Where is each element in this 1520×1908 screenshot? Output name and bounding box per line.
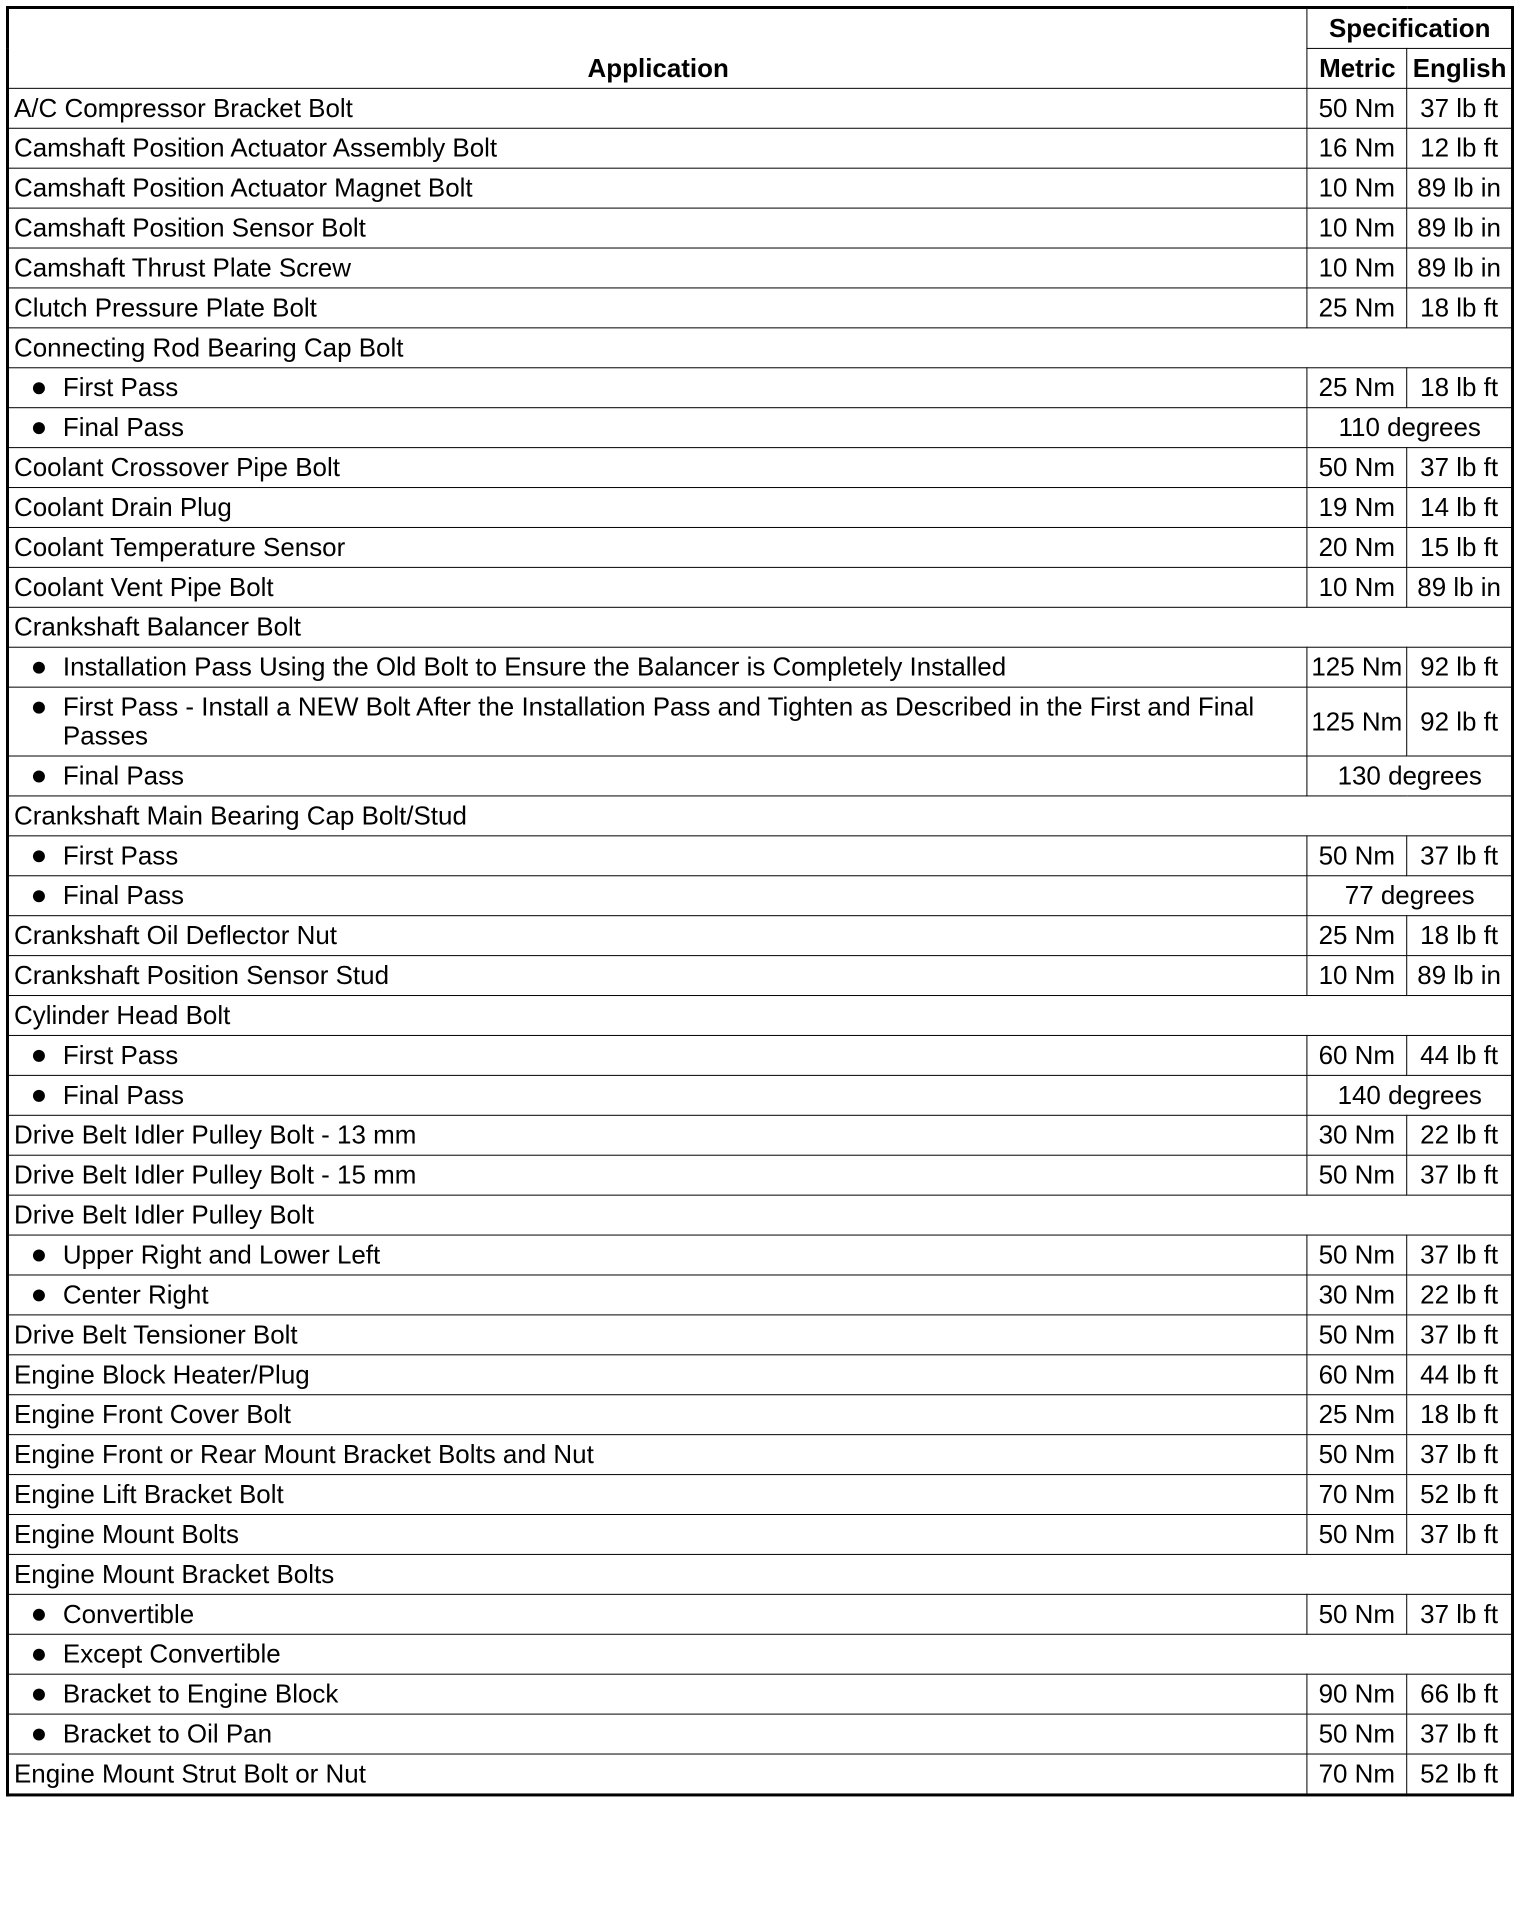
metric-value: 50 Nm <box>1307 1594 1407 1634</box>
metric-value: 50 Nm <box>1307 1315 1407 1355</box>
bullet-icon <box>33 1609 45 1621</box>
metric-value: 90 Nm <box>1307 1674 1407 1714</box>
table-row <box>7 647 1512 687</box>
english-value: 89 lb in <box>1407 567 1513 607</box>
application-label: Convertible <box>62 1598 195 1629</box>
sub-application-cell <box>7 368 1306 408</box>
angle-spec-cell: 130 degrees <box>1307 756 1513 796</box>
application-cell: Camshaft Thrust Plate Screw <box>7 248 1306 288</box>
table-row <box>7 1155 1512 1195</box>
metric-value: 30 Nm <box>1307 1115 1407 1155</box>
application-label: First Pass <box>62 372 179 403</box>
table-row <box>7 488 1512 528</box>
application-cell: A/C Compressor Bracket Bolt <box>7 88 1306 128</box>
metric-value: 25 Nm <box>1307 916 1407 956</box>
english-value: 18 lb ft <box>1407 916 1513 956</box>
specification-header: Specification <box>1307 7 1513 48</box>
sub-application-cell <box>7 1075 1306 1115</box>
application-label: First Pass <box>62 840 179 871</box>
metric-value: 125 Nm <box>1307 647 1407 687</box>
application-cell: Engine Mount Bolts <box>7 1514 1306 1554</box>
sub-application-cell <box>7 1674 1306 1714</box>
table-row <box>7 1075 1512 1115</box>
metric-value: 10 Nm <box>1307 248 1407 288</box>
sub-application-cell <box>7 1594 1306 1634</box>
english-value: 37 lb ft <box>1407 1594 1513 1634</box>
sub-application-cell <box>7 1235 1306 1275</box>
angle-spec-cell: 110 degrees <box>1307 408 1513 448</box>
application-label: Bracket to Engine Block <box>62 1678 339 1709</box>
english-value: 37 lb ft <box>1407 836 1513 876</box>
bullet-icon <box>33 422 45 434</box>
metric-value: 20 Nm <box>1307 527 1407 567</box>
table-row <box>7 1315 1512 1355</box>
bullet-icon <box>33 1289 45 1301</box>
application-cell: Camshaft Position Actuator Assembly Bolt <box>7 128 1306 168</box>
table-row <box>7 1035 1512 1075</box>
metric-value: 50 Nm <box>1307 836 1407 876</box>
table-row <box>7 996 1512 1036</box>
application-label: Installation Pass Using the Old Bolt to Ensure the Balancer is Completely Installed <box>62 651 1007 682</box>
metric-value: 19 Nm <box>1307 488 1407 528</box>
english-value: 12 lb ft <box>1407 128 1513 168</box>
table-header <box>7 7 1512 88</box>
english-value: 18 lb ft <box>1407 288 1513 328</box>
sub-application-cell <box>7 408 1306 448</box>
table-row <box>7 1514 1512 1554</box>
application-label: First Pass <box>62 1039 179 1070</box>
table-row <box>7 527 1512 567</box>
bullet-icon <box>33 702 45 714</box>
application-cell: Coolant Crossover Pipe Bolt <box>7 448 1306 488</box>
metric-value: 60 Nm <box>1307 1355 1407 1395</box>
bullet-icon <box>33 382 45 394</box>
metric-value: 10 Nm <box>1307 208 1407 248</box>
english-value: 22 lb ft <box>1407 1115 1513 1155</box>
application-label: Bracket to Oil Pan <box>62 1718 273 1749</box>
metric-value: 10 Nm <box>1307 168 1407 208</box>
application-cell: Crankshaft Balancer Bolt <box>7 607 1512 647</box>
application-cell: Camshaft Position Sensor Bolt <box>7 208 1306 248</box>
metric-value: 25 Nm <box>1307 288 1407 328</box>
bullet-icon <box>33 1649 45 1661</box>
table-row <box>7 1275 1512 1315</box>
metric-value: 30 Nm <box>1307 1275 1407 1315</box>
table-row <box>7 796 1512 836</box>
table-row <box>7 1195 1512 1235</box>
table-row <box>7 328 1512 368</box>
application-cell: Coolant Vent Pipe Bolt <box>7 567 1306 607</box>
application-cell: Engine Block Heater/Plug <box>7 1355 1306 1395</box>
english-header: English <box>1407 48 1513 88</box>
table-row <box>7 687 1512 756</box>
application-cell: Crankshaft Main Bearing Cap Bolt/Stud <box>7 796 1512 836</box>
table-row <box>7 88 1512 128</box>
english-value: 92 lb ft <box>1407 687 1513 756</box>
application-header: Application <box>7 7 1306 88</box>
bullet-icon <box>33 662 45 674</box>
english-value: 52 lb ft <box>1407 1754 1513 1795</box>
metric-value: 50 Nm <box>1307 1235 1407 1275</box>
english-value: 14 lb ft <box>1407 488 1513 528</box>
application-cell: Engine Front Cover Bolt <box>7 1395 1306 1435</box>
application-cell: Engine Mount Bracket Bolts <box>7 1554 1512 1594</box>
english-value: 37 lb ft <box>1407 1235 1513 1275</box>
metric-value: 50 Nm <box>1307 1435 1407 1475</box>
metric-value: 70 Nm <box>1307 1754 1407 1795</box>
table-row <box>7 607 1512 647</box>
application-cell: Coolant Drain Plug <box>7 488 1306 528</box>
sub-application-cell <box>7 1714 1306 1754</box>
sub-application-cell <box>7 756 1306 796</box>
table-row <box>7 368 1512 408</box>
english-value: 44 lb ft <box>1407 1355 1513 1395</box>
table-row <box>7 408 1512 448</box>
application-label: Except Convertible <box>62 1638 281 1669</box>
table-row <box>7 248 1512 288</box>
table-row <box>7 448 1512 488</box>
application-cell: Connecting Rod Bearing Cap Bolt <box>7 328 1512 368</box>
sub-application-cell <box>7 836 1306 876</box>
table-row <box>7 1754 1512 1795</box>
sub-application-cell <box>7 647 1306 687</box>
table-row <box>7 1714 1512 1754</box>
english-value: 44 lb ft <box>1407 1035 1513 1075</box>
metric-header: Metric <box>1307 48 1407 88</box>
metric-value: 25 Nm <box>1307 368 1407 408</box>
english-value: 66 lb ft <box>1407 1674 1513 1714</box>
metric-value: 16 Nm <box>1307 128 1407 168</box>
table-row <box>7 1674 1512 1714</box>
application-label: Final Pass <box>62 412 185 443</box>
bullet-icon <box>33 1050 45 1062</box>
application-cell: Engine Mount Strut Bolt or Nut <box>7 1754 1306 1795</box>
sub-application-cell <box>7 876 1306 916</box>
sub-application-cell <box>7 1634 1512 1674</box>
english-value: 18 lb ft <box>1407 1395 1513 1435</box>
application-cell: Engine Front or Rear Mount Bracket Bolts and Nut <box>7 1435 1306 1475</box>
table-row <box>7 1395 1512 1435</box>
sub-application-cell <box>7 687 1306 756</box>
table-row <box>7 1554 1512 1594</box>
table-row <box>7 876 1512 916</box>
bullet-icon <box>33 770 45 782</box>
english-value: 22 lb ft <box>1407 1275 1513 1315</box>
english-value: 37 lb ft <box>1407 88 1513 128</box>
application-cell: Drive Belt Tensioner Bolt <box>7 1315 1306 1355</box>
table-row <box>7 1634 1512 1674</box>
table-row <box>7 756 1512 796</box>
metric-value: 50 Nm <box>1307 448 1407 488</box>
application-label: Final Pass <box>62 880 185 911</box>
bullet-icon <box>33 1250 45 1262</box>
metric-value: 50 Nm <box>1307 88 1407 128</box>
table-row <box>7 1475 1512 1515</box>
application-label: Final Pass <box>62 760 185 791</box>
english-value: 89 lb in <box>1407 168 1513 208</box>
bullet-icon <box>33 1689 45 1701</box>
angle-spec-cell: 140 degrees <box>1307 1075 1513 1115</box>
table-row <box>7 956 1512 996</box>
table-row <box>7 208 1512 248</box>
metric-value: 60 Nm <box>1307 1035 1407 1075</box>
sub-application-cell <box>7 1035 1306 1075</box>
fastener-specification-document <box>6 6 1514 1796</box>
bullet-icon <box>33 1090 45 1102</box>
sub-application-cell <box>7 1275 1306 1315</box>
english-value: 15 lb ft <box>1407 527 1513 567</box>
metric-value: 50 Nm <box>1307 1155 1407 1195</box>
english-value: 37 lb ft <box>1407 1435 1513 1475</box>
application-cell: Drive Belt Idler Pulley Bolt - 13 mm <box>7 1115 1306 1155</box>
application-cell: Crankshaft Position Sensor Stud <box>7 956 1306 996</box>
application-label: Final Pass <box>62 1079 185 1110</box>
metric-value: 10 Nm <box>1307 956 1407 996</box>
application-label: First Pass - Install a NEW Bolt After the Installation Pass and Tighten as Described in the First and Final Passes <box>62 691 1255 751</box>
metric-value: 50 Nm <box>1307 1714 1407 1754</box>
metric-value: 25 Nm <box>1307 1395 1407 1435</box>
english-value: 89 lb in <box>1407 956 1513 996</box>
table-row <box>7 1594 1512 1634</box>
application-cell: Camshaft Position Actuator Magnet Bolt <box>7 168 1306 208</box>
application-cell: Engine Lift Bracket Bolt <box>7 1475 1306 1515</box>
table-row <box>7 1115 1512 1155</box>
bullet-icon <box>33 850 45 862</box>
application-label: Upper Right and Lower Left <box>62 1239 381 1270</box>
application-cell: Drive Belt Idler Pulley Bolt - 15 mm <box>7 1155 1306 1195</box>
application-cell: Crankshaft Oil Deflector Nut <box>7 916 1306 956</box>
application-cell: Clutch Pressure Plate Bolt <box>7 288 1306 328</box>
angle-spec-cell: 77 degrees <box>1307 876 1513 916</box>
english-value: 37 lb ft <box>1407 1155 1513 1195</box>
english-value: 18 lb ft <box>1407 368 1513 408</box>
english-value: 89 lb in <box>1407 248 1513 288</box>
metric-value: 70 Nm <box>1307 1475 1407 1515</box>
bullet-icon <box>33 1729 45 1741</box>
table-row <box>7 288 1512 328</box>
table-body <box>7 88 1512 1795</box>
table-row <box>7 916 1512 956</box>
english-value: 37 lb ft <box>1407 1514 1513 1554</box>
bullet-icon <box>33 890 45 902</box>
table-row <box>7 1235 1512 1275</box>
application-cell: Cylinder Head Bolt <box>7 996 1512 1036</box>
english-value: 52 lb ft <box>1407 1475 1513 1515</box>
application-cell: Coolant Temperature Sensor <box>7 527 1306 567</box>
english-value: 37 lb ft <box>1407 1315 1513 1355</box>
metric-value: 10 Nm <box>1307 567 1407 607</box>
table-row <box>7 1355 1512 1395</box>
metric-value: 50 Nm <box>1307 1514 1407 1554</box>
table-row <box>7 128 1512 168</box>
application-label: Center Right <box>62 1279 209 1310</box>
english-value: 37 lb ft <box>1407 1714 1513 1754</box>
english-value: 37 lb ft <box>1407 448 1513 488</box>
english-value: 89 lb in <box>1407 208 1513 248</box>
application-cell: Drive Belt Idler Pulley Bolt <box>7 1195 1512 1235</box>
table-row <box>7 836 1512 876</box>
table-row <box>7 168 1512 208</box>
english-value: 92 lb ft <box>1407 647 1513 687</box>
fastener-spec-table <box>6 6 1514 1796</box>
table-row <box>7 1435 1512 1475</box>
table-row <box>7 567 1512 607</box>
metric-value: 125 Nm <box>1307 687 1407 756</box>
